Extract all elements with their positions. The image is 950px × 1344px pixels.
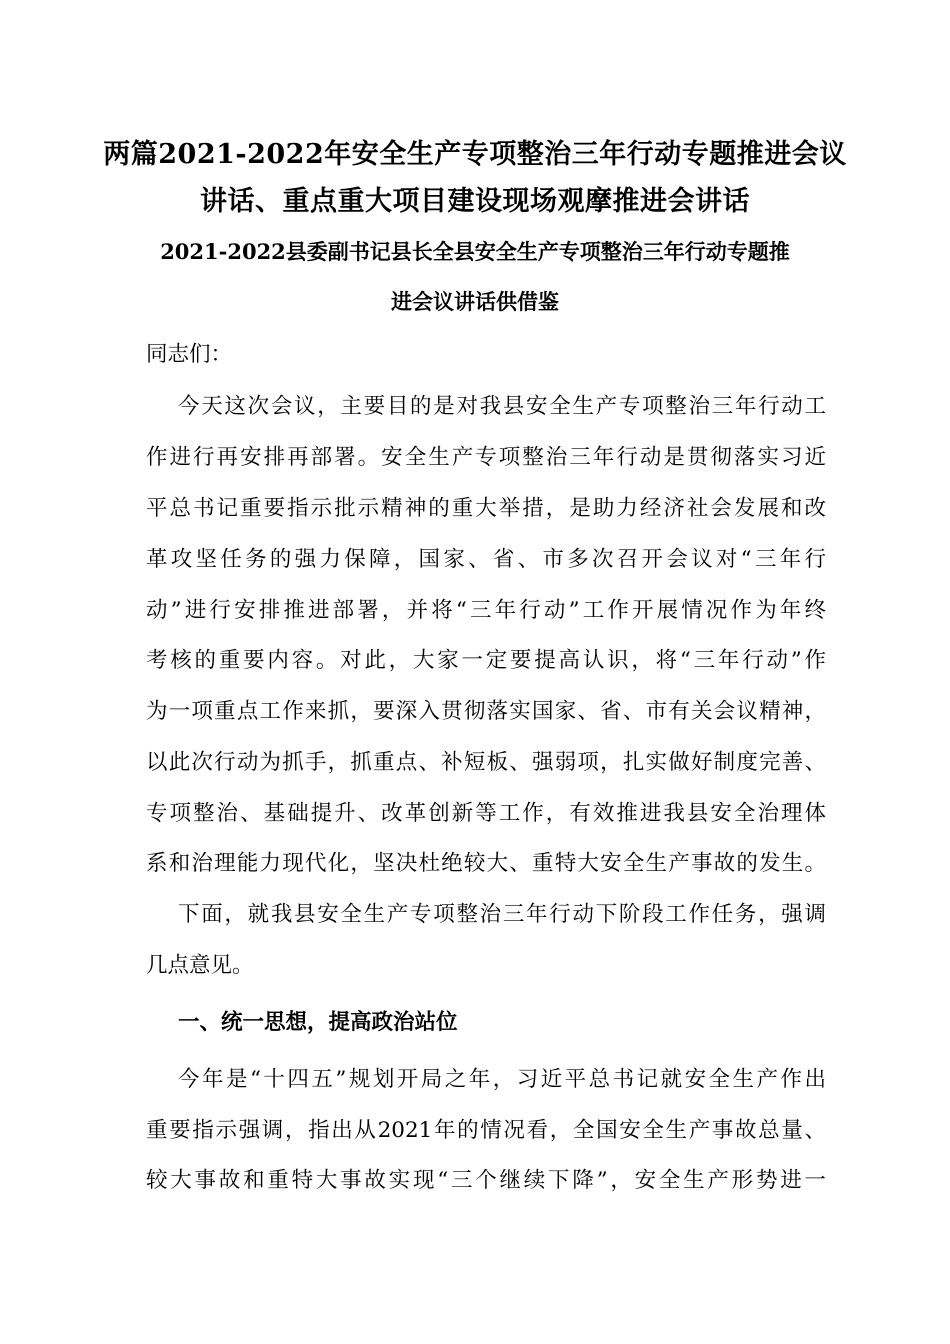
paragraph-3-line: 今年是“十四五”规划开局之年，习近平总书记就安全生产作出 [178,1067,826,1092]
paragraph-2-line: 下面，就我县安全生产专项整治三年行动下阶段工作任务，强调 [178,902,826,927]
paragraph-1-line: 考核的重要内容。对此，大家一定要提高认识，将“三年行动”作 [146,648,826,673]
paragraph-1-line: 平总书记重要指示批示精神的重大举措，是助力经济社会发展和改 [146,496,826,521]
paragraph-1-line: 动”进行安排推进部署，并将“三年行动”工作开展情况作为年终 [146,598,826,623]
paragraph-3-line: 重要指示强调，指出从2021年的情况看，全国安全生产事故总量、 [146,1118,826,1143]
document-subtitle-line-1: 2021-2022县委副书记县长全县安全生产专项整治三年行动专题推 [160,239,790,264]
document-title-line-2: 讲话、重点重大项目建设现场观摩推进会讲话 [200,186,750,217]
section-1-heading: 一、统一思想，提高政治站位 [178,1010,458,1035]
document-title-line-1: 两篇2021-2022年安全生产专项整治三年行动专题推进会议 [103,139,847,170]
paragraph-1-line: 专项整治、基础提升、改革创新等工作，有效推进我县安全治理体 [146,801,826,826]
paragraph-1-line: 革攻坚任务的强力保障，国家、省、市多次召开会议对“三年行 [146,547,826,572]
document-subtitle-line-2: 进会议讲话供借鉴 [391,289,559,314]
paragraph-1-line: 作进行再安排再部署。安全生产专项整治三年行动是贯彻落实习近 [146,445,826,470]
paragraph-2-line: 几点意见。 [146,953,254,978]
paragraph-1-line: 今天这次会议，主要目的是对我县安全生产专项整治三年行动工 [178,394,826,419]
paragraph-1-line: 以此次行动为抓手，抓重点、补短板、强弱项，扎实做好制度完善、 [146,750,826,775]
paragraph-1-line: 为一项重点工作来抓，要深入贯彻落实国家、省、市有关会议精神， [146,699,826,724]
paragraph-3-line: 较大事故和重特大事故实现“三个继续下降”，安全生产形势进一 [146,1168,826,1193]
paragraph-1-line: 系和治理能力现代化，坚决杜绝较大、重特大安全生产事故的发生。 [146,851,826,876]
salutation: 同志们： [146,342,233,367]
